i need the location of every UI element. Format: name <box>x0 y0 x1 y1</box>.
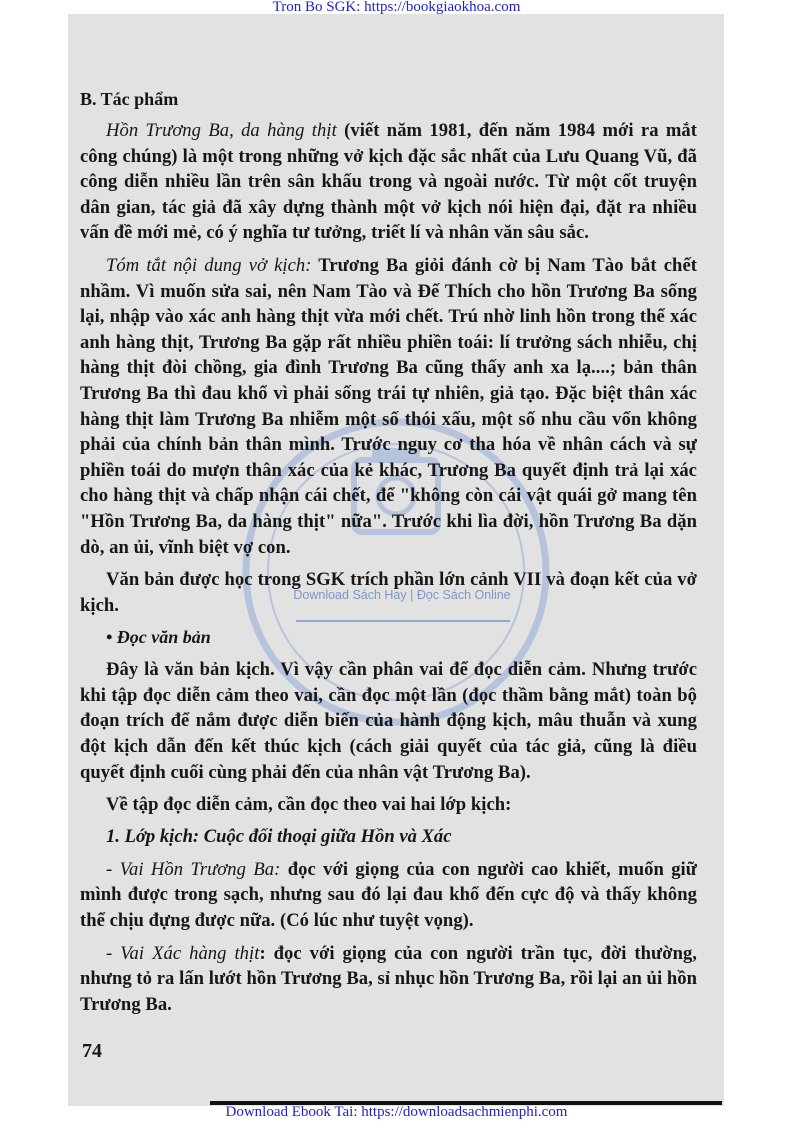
paragraph-excerpt: Văn bản được học trong SGK trích phần lớn cảnh VII và đoạn kết của vở kịch. <box>80 569 697 616</box>
page-number: 74 <box>82 1040 102 1062</box>
paragraph-role-body <box>80 941 697 1018</box>
role-soul-text: đọc với giọng của con người cao khiết, muốn giữ mình được trong sạch, nhưng sau đó lại đau khổ đến cực độ và thấy không thể chịu đựng được nữa. (Có lúc như tuyệt vọng). <box>80 858 697 932</box>
watermark-text: Download Sách Hay | Đọc Sách Online <box>293 588 511 602</box>
document-body <box>80 86 697 1024</box>
source-link-bottom[interactable]: Download Ebook Tai: https://downloadsachmienphi.com <box>225 1104 568 1120</box>
role-soul-label: - Vai Hồn Trương Ba: <box>106 858 281 880</box>
paragraph-summary-text: Trương Ba giỏi đánh cờ bị Nam Tào bắt chết nhầm. Vì muốn sửa sai, nên Nam Tào và Đế Thích cho hồn Trương Ba sống lại, nhập vào xác anh hàng thịt vừa mới chết. Trú nhờ linh hồn trong thể xác anh hàng thịt, Trương Ba gặp rất nhiều phiền toái: lí trưởng sách nhiễu, chị hàng thịt đòi chồng, gia đình Trương Ba cũng thấy anh xa lạ....; bản thân Trương Ba thì đau khổ vì phải sống trái tự nhiên, giả tạo. Đặc biệt thân xác hàng thịt làm Trương Ba nhiễm một số thói xấu, một số nhu cầu vốn không phải của chính bản thân mình. Trước nguy cơ tha hóa về nhân cách và sự phiền toái do mượn thân xác của kẻ khác, Trương Ba quyết định trả lại xác cho hàng thịt và chấp nhận cái chết, để "không còn cái vật quái gở mang tên "Hồn Trương Ba, da hàng thịt" nữa". Trước khi lìa đời, hồn Trương Ba dặn dò, an ủi, vĩnh biệt vợ con. <box>80 254 697 558</box>
paragraph-intro <box>80 118 697 246</box>
paragraph-role-soul <box>80 857 697 934</box>
subheading-scene-1: 1. Lớp kịch: Cuộc đối thoại giữa Hồn và Xác <box>106 825 452 847</box>
paragraph-roles: Về tập đọc diễn cảm, cần đọc theo vai hai lớp kịch: <box>106 794 512 816</box>
work-title: Hồn Trương Ba, da hàng thịt <box>106 120 337 141</box>
role-body-label: - Vai Xác hàng thịt <box>106 942 260 964</box>
source-link-top[interactable]: Tron Bo SGK: https://bookgiaokhoa.com <box>272 0 521 15</box>
role-body-text: : đọc với giọng của con người trần tục, đời thường, nhưng tỏ ra lấn lướt hồn Trương Ba, sỉ nhục hồn Trương Ba, rồi lại an ủi hồn Trương Ba. <box>80 942 698 1015</box>
summary-label: Tóm tắt nội dung vở kịch: <box>106 254 312 276</box>
section-heading: B. Tác phẩm <box>80 89 179 109</box>
bullet-reading: • Đọc văn bản <box>106 627 211 648</box>
paragraph-summary <box>80 253 697 560</box>
paragraph-reading: Đây là văn bản kịch. Vì vậy cần phân vai để đọc diễn cảm. Nhưng trước khi tập đọc diễn cảm theo vai, cần đọc một lần (đọc thầm bằng mắt) toàn bộ đoạn trích để nắm được diễn biến của hành động kịch, mâu thuẫn và xung đột kịch dẫn đến kết thúc kịch (cách giải quyết của tác giả, cũng là điều quyết định cuối cùng phải đến của nhân vật Trương Ba). <box>80 659 697 783</box>
paragraph-intro-text: (viết năm 1981, đến năm 1984 mới ra mắt công chúng) là một trong những vở kịch đặc sắc nhất của Lưu Quang Vũ, đã công diễn nhiều lần trên sân khấu trong và ngoài nước. Từ một cốt truyện dân gian, tác giả đã xây dựng thành một vở kịch nói hiện đại, đặt ra nhiều vấn đề mới mẻ, có ý nghĩa tư tưởng, triết lí và nhân văn sâu sắc. <box>80 120 698 244</box>
